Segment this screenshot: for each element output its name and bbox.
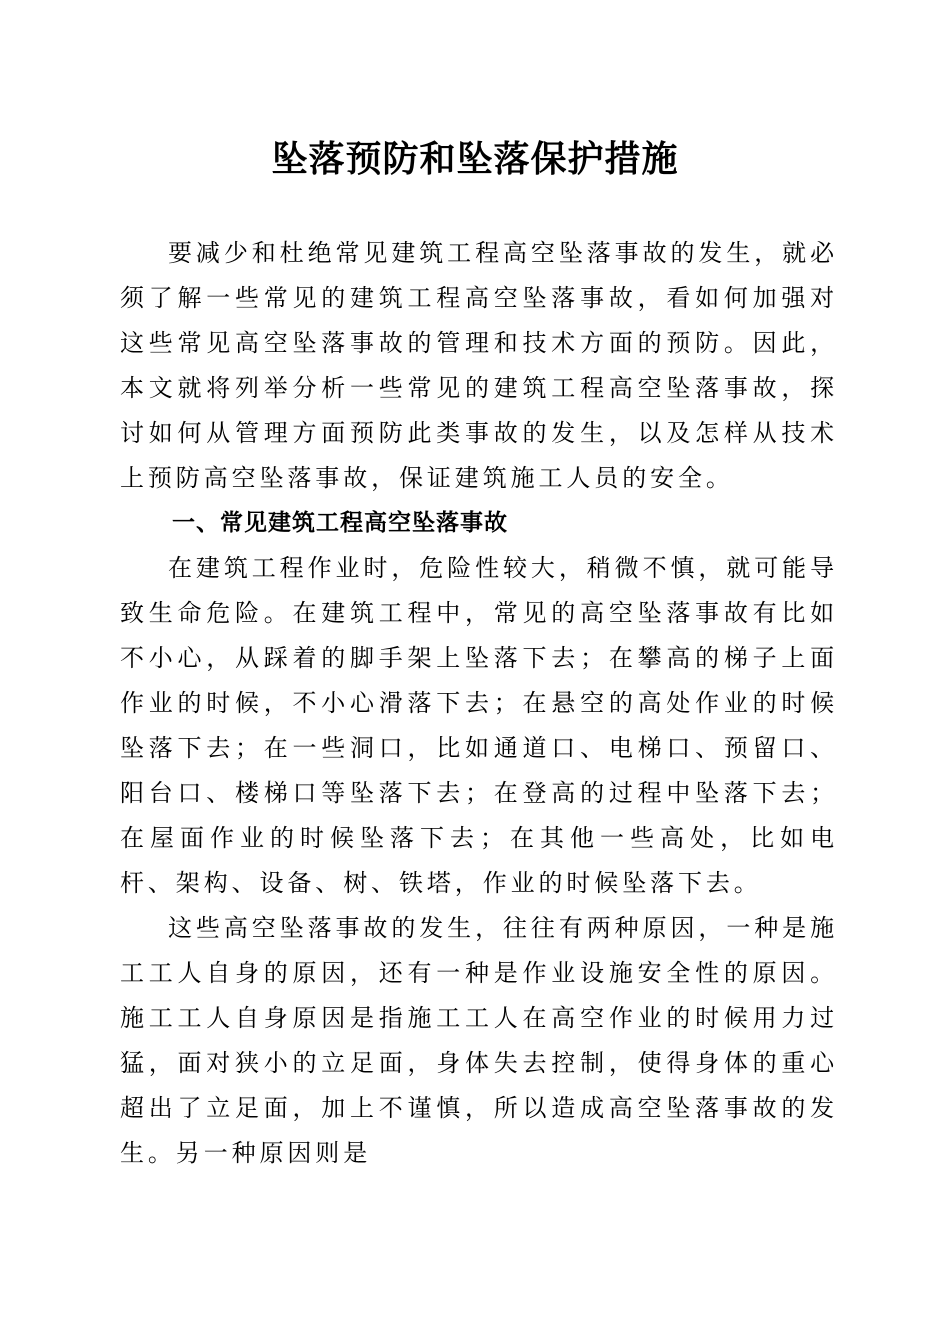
section-heading: 一、常见建筑工程高空坠落事故 <box>172 510 508 536</box>
intro-paragraph: 要减少和杜绝常见建筑工程高空坠落事故的发生，就必须了解一些常见的建筑工程高空坠落事故，看如何加强对这些常见高空坠落事故的管理和技术方面的预防。因此，本文就将列举分析一些常见的建筑工程高空坠落事故，探讨如何从管理方面预防此类事故的发生，以及怎样从技术上预防高空坠落事故，保证建筑施工人员的安全。 <box>120 239 838 492</box>
document-body <box>120 231 838 1176</box>
section-paragraph: 在建筑工程作业时，危险性较大，稍微不慎，就可能导致生命危险。在建筑工程中，常见的高空坠落事故有比如不小心，从踩着的脚手架上坠落下去；在攀高的梯子上面作业的时候，不小心滑落下去；在悬空的高处作业的时候坠落下去；在一些洞口，比如通道口、电梯口、预留口、阳台口、楼梯口等坠落下去；在登高的过程中坠落下去；在屋面作业的时候坠落下去；在其他一些高处，比如电杆、架构、设备、树、铁塔，作业的时候坠落下去。 <box>120 554 838 897</box>
document-title: 坠落预防和坠落保护措施 <box>271 138 679 180</box>
section-paragraph: 这些高空坠落事故的发生，往往有两种原因，一种是施工工人自身的原因，还有一种是作业设施安全性的原因。施工工人自身原因是指施工工人在高空作业的时候用力过猛，面对狭小的立足面，身体失去控制，使得身体的重心超出了立足面，加上不谨慎，所以造成高空坠落事故的发生。另一种原因则是 <box>120 914 838 1167</box>
